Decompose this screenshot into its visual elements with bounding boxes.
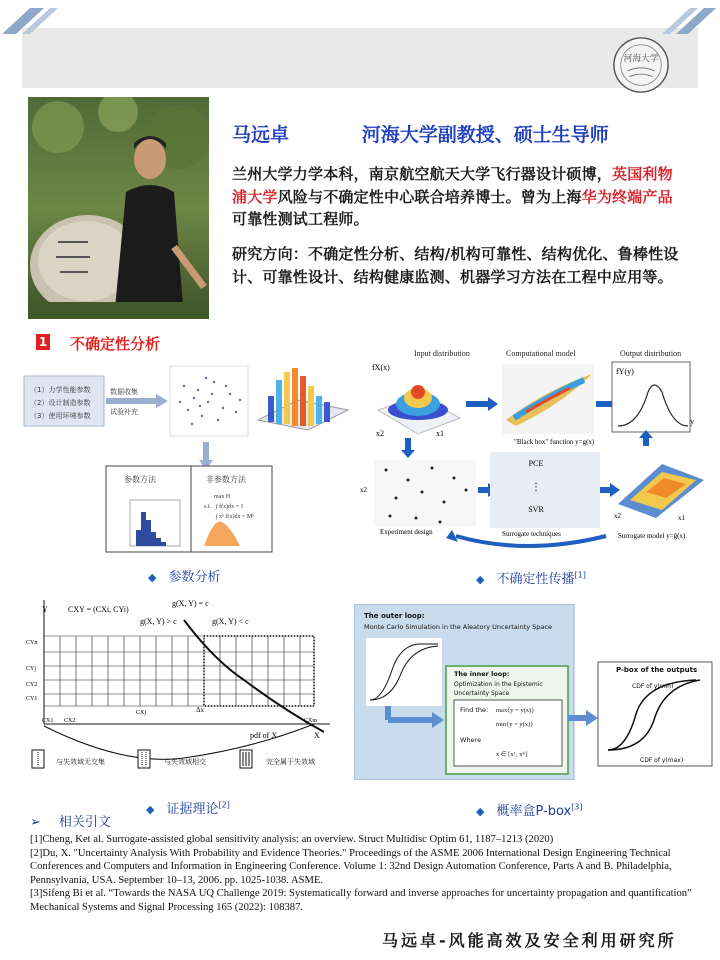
pbox-figure [354,604,718,780]
profile-photo [28,97,209,319]
university-logo [612,36,670,94]
svg-text:CX2: CX2 [64,718,76,724]
svg-text:数据收集: 数据收集 [110,388,138,396]
bio-highlight-2: 华为终端产品 [581,187,673,206]
diamond-bullet-icon: ◆ [148,571,157,584]
svg-text:CYj: CYj [26,666,37,672]
svg-text:Monte Carlo Simulation in the: Monte Carlo Simulation in the Aleatory Uncertainty Space [364,623,552,631]
references-list [30,833,712,915]
section-number: 1 [36,334,50,350]
svg-text:x2: x2 [360,486,367,494]
svg-text:CXj: CXj [136,710,147,716]
svg-text:∫ xᵏ f(x)dx = Mᵏ: ∫ xᵏ f(x)dx = Mᵏ [216,514,255,520]
caption-evidence: ◆ 证据理论[2] [146,800,230,817]
svg-text:Computational model: Computational model [506,349,576,358]
svg-text:The inner loop:: The inner loop: [454,670,510,678]
research-paragraph: 研究方向：不确定性分析、结构/机构可靠性、结构优化、鲁棒性设计、可靠性设计、结构健康监测、机器学习方法在工程中应用等。 [232,245,679,286]
references-heading: ➢ 相关引文 [30,815,111,830]
svg-text:g(X, Y) > c: g(X, Y) > c [140,617,177,626]
svg-text:fX(x): fX(x) [372,363,390,372]
svg-text:Find the:: Find the: [460,706,489,714]
input-distribution-plot [372,363,460,438]
svg-text:P-box of the outputs: P-box of the outputs [616,666,698,674]
svg-text:x2: x2 [614,512,621,520]
evidence-theory-figure [24,590,352,782]
svg-text:SVR: SVR [528,505,544,514]
svg-text:非参数方法: 非参数方法 [206,475,246,484]
param-analysis-figure [18,350,356,560]
reference-item: [1]Cheng, Ket al. Surrogate-assisted global sensitivity analysis: an overview. Struct Multidisc Optim 61, 1187–1213 (2020) [30,834,554,845]
propagation-figure [356,340,718,560]
bio-paragraph [232,163,687,231]
diamond-bullet-icon: ◆ [146,803,155,816]
arrow-bullet-icon: ➢ [30,815,41,830]
svg-text:试验补充: 试验补充 [110,408,138,416]
svg-text:Output distribution: Output distribution [620,349,682,358]
svg-text:x1: x1 [436,429,444,438]
svg-text:参数方法: 参数方法 [124,475,156,484]
svg-text:min{y = y(x)}: min{y = y(x)} [496,721,534,728]
svg-text:The outer loop:: The outer loop: [364,612,425,620]
svg-text:Experiment design: Experiment design [380,528,433,536]
output-distribution-plot [612,362,694,432]
svg-text:Optimization in the Epistemic: Optimization in the Epistemic [454,681,543,688]
blade-model [502,364,595,446]
bio-text-2: 风险与不确定性中心联合培养博士。曾为上海 [277,187,582,206]
svg-text:Input distribution: Input distribution [414,349,470,358]
profile-name: 马远卓 [232,124,290,146]
svg-text:X: X [314,731,320,740]
svg-text:"Black box" function y=g(x): "Black box" function y=g(x) [514,438,595,446]
bio-highlight-1: 英国利物浦大学 [232,165,673,206]
svg-text:Δx: Δx [196,706,205,714]
svg-text:CY1: CY1 [26,696,38,702]
surrogate-model-plot [614,464,704,540]
section-title: 不确定性分析 [70,335,161,353]
svg-text:PCE: PCE [528,459,544,468]
svg-text:（2）设计制造参数: （2）设计制造参数 [30,399,91,407]
svg-text:CDF of y(max): CDF of y(max) [640,757,684,764]
svg-text:CY2: CY2 [26,682,38,688]
svg-text:x2: x2 [376,429,384,438]
svg-text:x1: x1 [678,514,685,522]
svg-text:CXm: CXm [304,718,318,724]
svg-text:g(X, Y) = c: g(X, Y) = c [172,599,209,608]
caption-param: ◆ 参数分析 [148,570,221,585]
bio-text-1: 兰州大学力学本科，南京航空航天大学飞行器设计硕博， [232,165,613,183]
svg-text:CYn: CYn [26,640,38,646]
scatter-plot [170,366,248,436]
svg-text:Y: Y [42,605,48,614]
svg-text:（1）力学性能参数: （1）力学性能参数 [30,386,91,394]
svg-text:Where: Where [460,736,482,744]
bio-text-3: 可靠性测试工程师。 [232,210,369,228]
svg-text:Surrogate techniques: Surrogate techniques [502,530,561,538]
svg-text:Surrogate model y=ĝ(x): Surrogate model y=ĝ(x) [618,532,686,540]
svg-text:（3）使用环境参数: （3）使用环境参数 [30,412,91,420]
svg-text:河海大学: 河海大学 [623,54,659,65]
surrogate-techniques-box [490,452,600,538]
svg-text:∫ f(x)dx = 1: ∫ f(x)dx = 1 [216,504,244,510]
caption-propagation: ◆ 不确定性传播[1] [476,570,586,587]
caption-pbox: ◆ 概率盒P-box[3] [476,802,583,819]
svg-text:⋮: ⋮ [531,482,541,493]
svg-text:s.t.: s.t. [204,504,212,510]
svg-text:g(X, Y) < c: g(X, Y) < c [212,617,249,626]
diamond-bullet-icon: ◆ [476,573,485,586]
svg-text:CX1: CX1 [42,718,54,724]
svg-text:完全属于失效域: 完全属于失效域 [266,758,315,766]
svg-text:max H: max H [214,494,231,500]
histogram [130,500,180,546]
footer-institute: 马远卓-风能高效及安全利用研究所 [382,931,677,950]
svg-text:CDF of y(min): CDF of y(min) [632,683,674,690]
svg-text:fY(y): fY(y) [616,367,634,376]
profile-title: 河海大学副教授、硕士生导师 [361,124,609,146]
svg-text:pdf of X: pdf of X [250,731,278,740]
svg-text:y: y [690,417,694,426]
reference-item: [3]Sifeng Bi et al. “Towards the NASA UQ Challenge 2019: Systematically forward and inverse approaches for uncertainty propagation and quantification” Mechanical Systems and Signal Processing 165 (2022): 108387. [30,888,692,913]
svg-text:与失效域相交: 与失效域相交 [164,758,206,766]
3d-histogram [258,368,348,430]
svg-text:Uncertainty Space: Uncertainty Space [454,690,510,697]
svg-text:与失效域无交集: 与失效域无交集 [56,758,105,766]
experiment-design-plot [360,460,476,536]
diamond-bullet-icon: ◆ [476,805,485,818]
svg-text:CXY = (CXi, CYi): CXY = (CXi, CYi) [68,605,129,614]
svg-text:x ∈ [xᴸ, xᵁ]: x ∈ [xᴸ, xᵁ] [496,751,528,758]
reference-item: [2]Du, X. "Uncertainty Analysis With Probability and Evidence Theories." Proceedings of the ASME 2006 International Design Engineering Technical Conferences and Computers and Information in Engineering Conference. Volume 1: 32nd Design Automation Conference, Parts A and B. Philadelphia, Pennsylvania, USA. September 10–13, 2006. pp. 1025-1038. ASME. [30,847,672,886]
name-title-line [232,120,609,147]
svg-text:max{y = y(x)}: max{y = y(x)} [496,707,535,714]
